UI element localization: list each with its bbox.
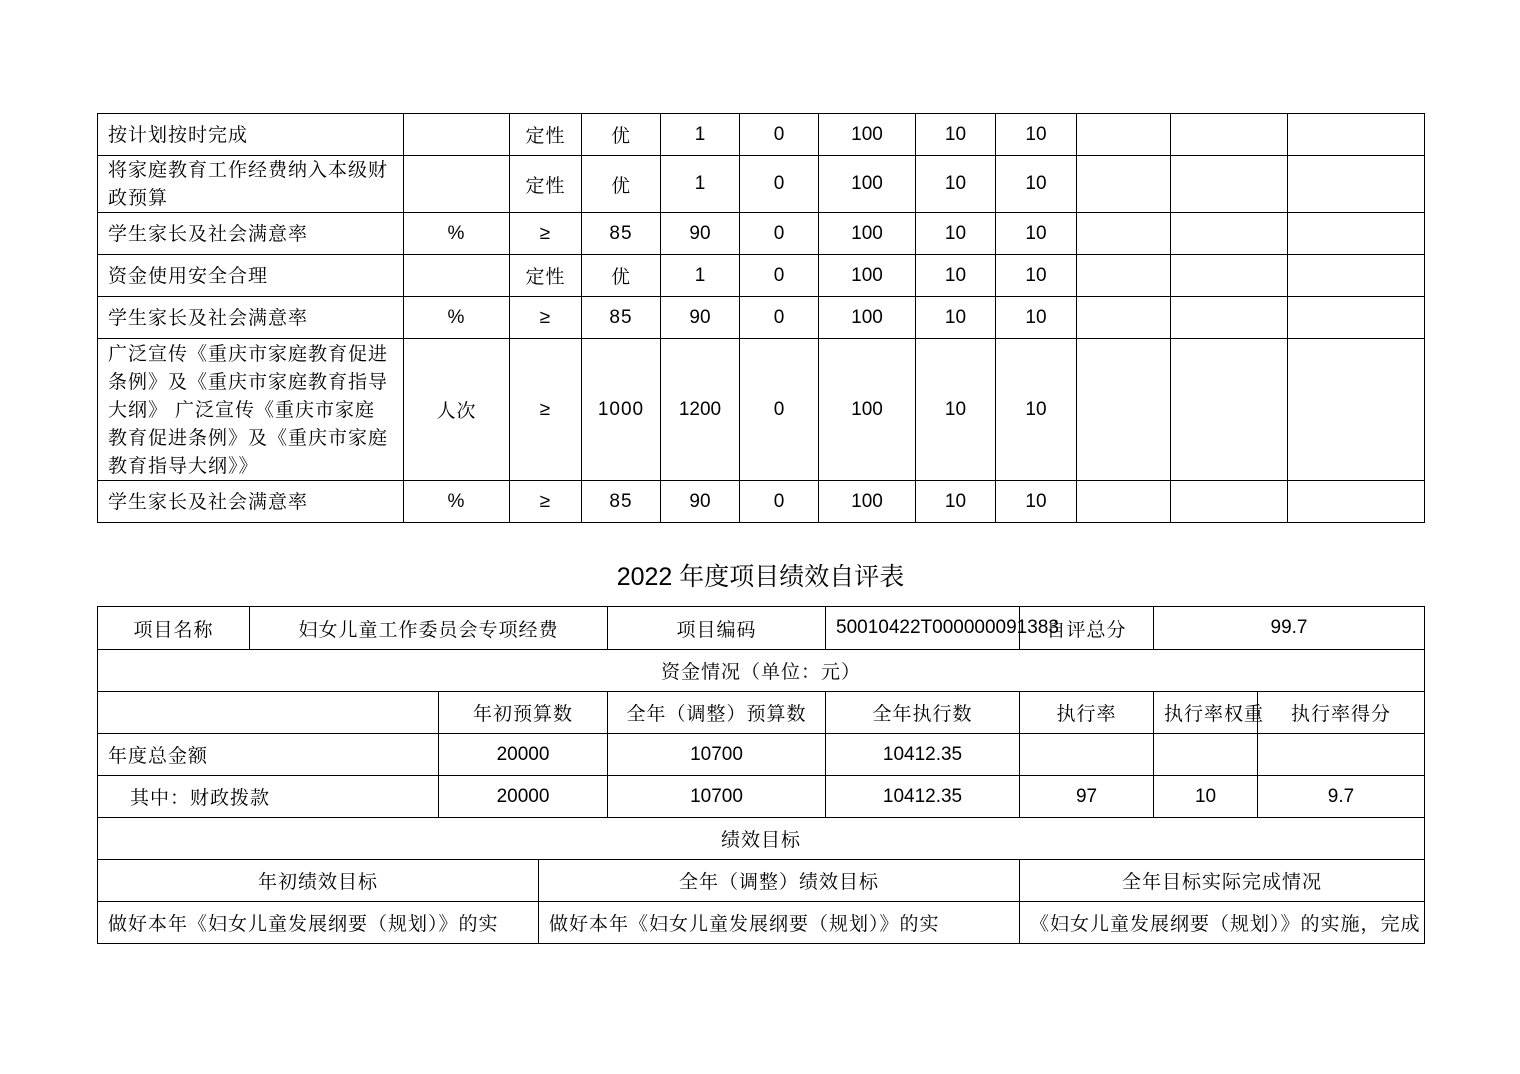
indicator-blank-cell [1077, 481, 1171, 523]
project-info-row [98, 607, 1425, 650]
indicator-name: 按计划按时完成 [98, 114, 404, 156]
indicator-rate: 100 [819, 297, 916, 339]
indicator-weight: 10 [916, 255, 996, 297]
indicator-row [98, 297, 1425, 339]
indicator-blank-cell [1077, 255, 1171, 297]
indicator-deviation: 0 [740, 339, 819, 481]
indicator-op: 定性 [510, 156, 582, 213]
indicator-name: 将家庭教育工作经费纳入本级财政预算 [98, 156, 404, 213]
indicator-actual: 90 [661, 213, 740, 255]
indicator-score: 10 [996, 255, 1077, 297]
funds-header-blank [98, 692, 439, 734]
performance-header-initial: 年初绩效目标 [98, 860, 539, 902]
indicator-unit: % [404, 297, 510, 339]
indicator-unit: 人次 [404, 339, 510, 481]
funds-header-row [98, 692, 1425, 734]
indicator-unit [404, 156, 510, 213]
indicator-blank-cell [1288, 481, 1425, 523]
indicator-target: 优 [582, 255, 661, 297]
indicator-weight: 10 [916, 114, 996, 156]
funds-initial: 20000 [439, 734, 608, 776]
indicator-blank-cell [1288, 339, 1425, 481]
funds-score: 9.7 [1258, 776, 1425, 818]
indicator-score: 10 [996, 481, 1077, 523]
indicator-blank-cell [1077, 297, 1171, 339]
indicator-op: 定性 [510, 255, 582, 297]
indicator-name: 学生家长及社会满意率 [98, 481, 404, 523]
indicator-blank-cell [1171, 481, 1288, 523]
indicator-score: 10 [996, 297, 1077, 339]
indicator-score: 10 [996, 114, 1077, 156]
indicator-row [98, 339, 1425, 481]
indicator-name: 学生家长及社会满意率 [98, 297, 404, 339]
performance-value-row [98, 902, 1425, 944]
indicator-rate: 100 [819, 255, 916, 297]
indicator-blank-cell [1077, 213, 1171, 255]
form-title: 2022 年度项目绩效自评表 [616, 563, 905, 591]
indicator-blank-cell [1171, 339, 1288, 481]
funds-rate: 97 [1020, 776, 1154, 818]
indicator-score: 10 [996, 156, 1077, 213]
funds-rate [1020, 734, 1154, 776]
indicator-name: 广泛宣传《重庆市家庭教育促进条例》及《重庆市家庭教育指导大纲》 广泛宣传《重庆市家庭教育促进条例》及《重庆市家庭教育指导大纲》》 [98, 339, 404, 481]
indicator-target: 85 [582, 213, 661, 255]
indicator-weight: 10 [916, 156, 996, 213]
indicator-rate: 100 [819, 213, 916, 255]
indicator-blank-cell [1288, 297, 1425, 339]
funds-initial: 20000 [439, 776, 608, 818]
performance-header-row [98, 860, 1425, 902]
funds-header-executed: 全年执行数 [826, 692, 1020, 734]
indicator-target: 优 [582, 114, 661, 156]
indicator-op: ≥ [510, 339, 582, 481]
funds-row-total [98, 734, 1425, 776]
performance-initial-goal: 做好本年《妇女儿童发展纲要（规划）》的实 [98, 902, 539, 944]
project-name: 妇女儿童工作委员会专项经费 [250, 607, 608, 650]
indicator-target: 85 [582, 297, 661, 339]
indicator-blank-cell [1288, 213, 1425, 255]
funds-score [1258, 734, 1425, 776]
indicator-deviation: 0 [740, 297, 819, 339]
indicator-actual: 1 [661, 255, 740, 297]
funds-row-label: 其中：财政拨款 [98, 776, 439, 818]
indicator-deviation: 0 [740, 156, 819, 213]
project-code: 50010422T000000091383 [826, 607, 1020, 650]
indicator-unit [404, 255, 510, 297]
funds-row-label: 年度总金额 [98, 734, 439, 776]
performance-actual-completion: 《妇女儿童发展纲要（规划）》的实施，完成 [1020, 902, 1425, 944]
funds-executed: 10412.35 [826, 776, 1020, 818]
self-score-label: 自评总分 [1020, 607, 1154, 650]
indicator-score: 10 [996, 213, 1077, 255]
indicator-op: ≥ [510, 213, 582, 255]
indicator-row [98, 481, 1425, 523]
indicator-rate: 100 [819, 156, 916, 213]
indicator-weight: 10 [916, 339, 996, 481]
indicator-unit: % [404, 481, 510, 523]
indicator-actual: 1200 [661, 339, 740, 481]
project-evaluation-table [97, 606, 1425, 944]
indicator-name: 资金使用安全合理 [98, 255, 404, 297]
funds-row-fiscal [98, 776, 1425, 818]
funds-adjusted: 10700 [608, 776, 826, 818]
self-score: 99.7 [1154, 607, 1425, 650]
performance-section-title: 绩效目标 [98, 818, 1425, 860]
indicator-blank-cell [1288, 156, 1425, 213]
indicator-op: ≥ [510, 297, 582, 339]
indicator-rate: 100 [819, 481, 916, 523]
indicator-weight: 10 [916, 213, 996, 255]
performance-adjusted-goal: 做好本年《妇女儿童发展纲要（规划）》的实 [539, 902, 1020, 944]
funds-header-initial: 年初预算数 [439, 692, 608, 734]
indicator-row [98, 213, 1425, 255]
indicator-blank-cell [1171, 156, 1288, 213]
indicator-actual: 1 [661, 114, 740, 156]
indicator-name: 学生家长及社会满意率 [98, 213, 404, 255]
funds-adjusted: 10700 [608, 734, 826, 776]
indicator-blank-cell [1077, 339, 1171, 481]
indicator-row [98, 255, 1425, 297]
indicator-blank-cell [1288, 114, 1425, 156]
performance-header-actual: 全年目标实际完成情况 [1020, 860, 1425, 902]
indicator-actual: 90 [661, 481, 740, 523]
indicator-deviation: 0 [740, 255, 819, 297]
project-name-label: 项目名称 [98, 607, 250, 650]
funds-weight: 10 [1154, 776, 1258, 818]
indicator-op: ≥ [510, 481, 582, 523]
indicator-rate: 100 [819, 114, 916, 156]
indicator-unit: % [404, 213, 510, 255]
indicator-target: 85 [582, 481, 661, 523]
indicator-deviation: 0 [740, 481, 819, 523]
indicator-blank-cell [1171, 213, 1288, 255]
indicator-table [97, 113, 1425, 523]
funds-header-score: 执行率得分 [1258, 692, 1425, 734]
indicator-blank-cell [1171, 297, 1288, 339]
indicator-op: 定性 [510, 114, 582, 156]
indicator-target: 1000 [582, 339, 661, 481]
funds-header-rate: 执行率 [1020, 692, 1154, 734]
indicator-rate: 100 [819, 339, 916, 481]
funds-executed: 10412.35 [826, 734, 1020, 776]
indicator-blank-cell [1171, 255, 1288, 297]
indicator-blank-cell [1077, 114, 1171, 156]
funds-weight [1154, 734, 1258, 776]
funds-header-adjusted: 全年（调整）预算数 [608, 692, 826, 734]
indicator-row [98, 156, 1425, 213]
indicator-deviation: 0 [740, 114, 819, 156]
indicator-unit [404, 114, 510, 156]
funds-section-title: 资金情况（单位：元） [98, 650, 1425, 692]
performance-header-adjusted: 全年（调整）绩效目标 [539, 860, 1020, 902]
indicator-weight: 10 [916, 481, 996, 523]
indicator-blank-cell [1171, 114, 1288, 156]
indicator-actual: 90 [661, 297, 740, 339]
indicator-row [98, 114, 1425, 156]
project-code-label: 项目编码 [608, 607, 826, 650]
indicator-deviation: 0 [740, 213, 819, 255]
indicator-blank-cell [1077, 156, 1171, 213]
indicator-target: 优 [582, 156, 661, 213]
indicator-weight: 10 [916, 297, 996, 339]
indicator-blank-cell [1288, 255, 1425, 297]
indicator-actual: 1 [661, 156, 740, 213]
indicator-score: 10 [996, 339, 1077, 481]
funds-header-weight: 执行率权重 [1154, 692, 1258, 734]
